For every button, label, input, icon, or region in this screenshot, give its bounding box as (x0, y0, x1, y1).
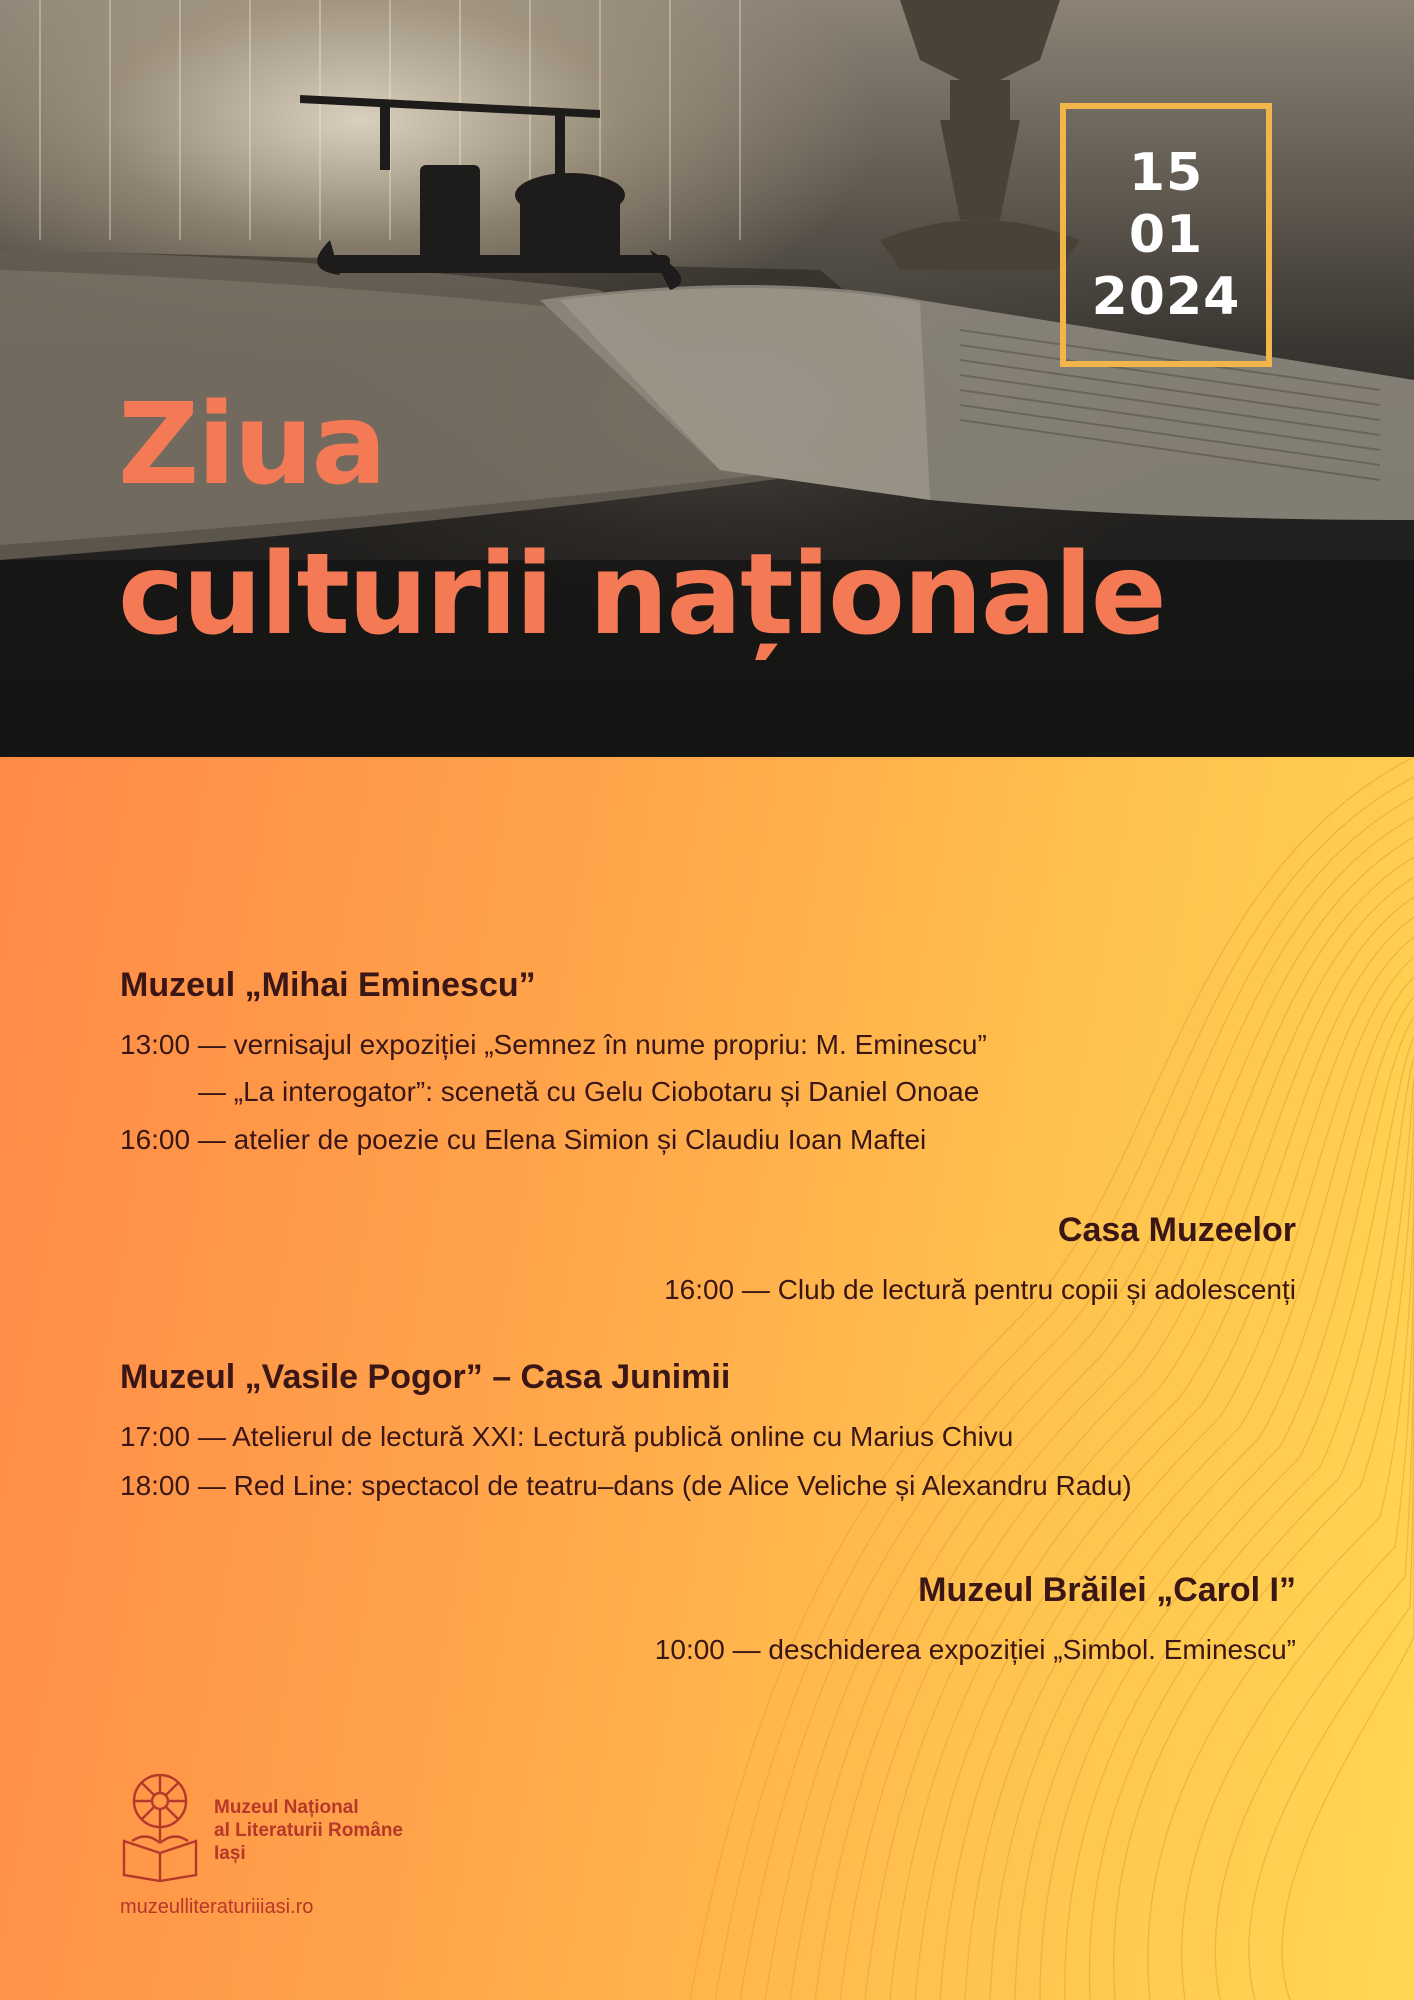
venue-muzeul-brailei: Muzeul Brăilei „Carol I” (918, 1571, 1296, 1609)
venue-vasile-pogor: Muzeul „Vasile Pogor” – Casa Junimii (120, 1358, 731, 1396)
event-item: 10:00 — deschiderea expoziției „Simbol. Eminescu” (654, 1634, 1296, 1665)
organization-name (214, 1796, 403, 1865)
event-title-line2: culturii naționale (118, 530, 1165, 660)
event-item: 18:00 — Red Line: spectacol de teatru–dans (de Alice Veliche și Alexandru Radu) (120, 1470, 1132, 1501)
event-title (118, 370, 1165, 670)
event-item: 16:00 — atelier de poezie cu Elena Simion și Claudiu Ioan Maftei (120, 1124, 927, 1155)
date-year: 2024 (1091, 267, 1241, 327)
date-day: 15 (1128, 143, 1204, 203)
date-box (1060, 103, 1272, 367)
organization-line2: al Literaturii Române (214, 1820, 403, 1841)
event-item: 17:00 — Atelierul de lectură XXI: Lectură publică online cu Marius Chivu (120, 1421, 1014, 1452)
venue-mihai-eminescu: Muzeul „Mihai Eminescu” (120, 966, 536, 1004)
event-title-line1: Ziua (118, 380, 385, 510)
organization-line3: Iași (214, 1843, 246, 1864)
organization-line1: Muzeul Național (214, 1797, 359, 1818)
date-month: 01 (1128, 205, 1204, 265)
event-item: 13:00 — vernisajul expoziției „Semnez în nume propriu: M. Eminescu” (120, 1029, 987, 1060)
website-link[interactable]: muzeulliteraturiiiasi.ro (120, 1896, 314, 1918)
venue-casa-muzeelor: Casa Muzeelor (1057, 1211, 1296, 1249)
hero-banner (0, 0, 1414, 757)
event-item: 16:00 — Club de lectură pentru copii și adolescenți (664, 1274, 1296, 1305)
event-item: — „La interogator”: scenetă cu Gelu Ciobotaru și Daniel Onoae (198, 1076, 980, 1107)
book-sun-icon (120, 1771, 200, 1883)
